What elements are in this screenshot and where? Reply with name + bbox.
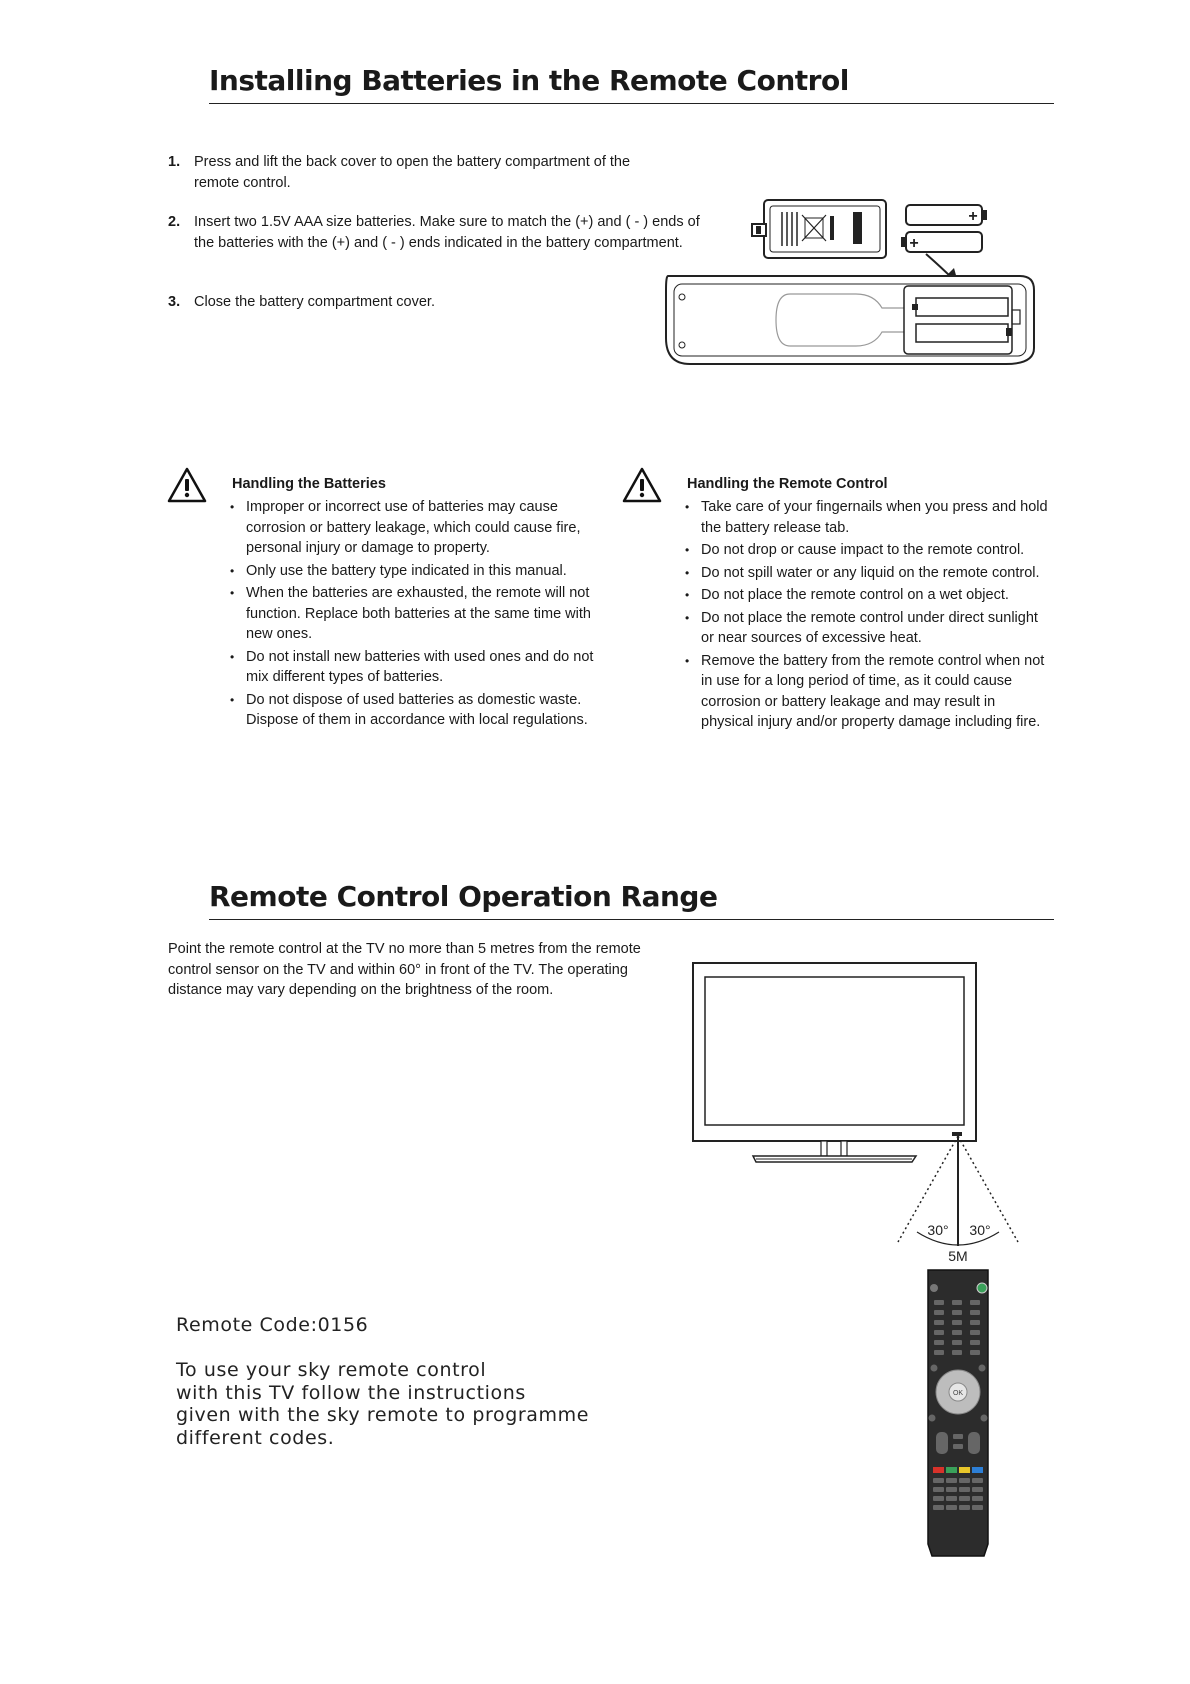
list-item: • When the batteries are exhausted, the remote will not function. Replace both batteries at the same time with new ones.: [228, 583, 598, 645]
sky-remote-instructions: [176, 1359, 616, 1449]
list-item: • Improper or incorrect use of batteries may cause corrosion or battery leakage, which could cause fire, personal injury or damage to property.: [228, 497, 598, 559]
operation-range-text: Point the remote control at the TV no more than 5 metres from the remote control sensor on the TV and within 60° in front of the TV. The operating distance may vary depending on the brightness of the room.: [168, 941, 641, 998]
section-title-operation-range: Remote Control Operation Range: [209, 880, 718, 913]
list-item: • Do not install new batteries with used ones and do not mix different types of batteries.: [228, 647, 598, 688]
step-text: Insert two 1.5V AAA size batteries. Make sure to match the (+) and ( - ) ends of the batteries with the (+) and ( - ) ends indicated in the battery compartment.: [194, 214, 700, 251]
list-item: • Only use the battery type indicated in this manual.: [228, 561, 598, 582]
range-cone: [890, 1134, 1030, 1264]
battery-cover: [752, 200, 886, 258]
list-item: • Do not place the remote control under direct sunlight or near sources of excessive heat.: [683, 608, 1048, 649]
handling-remote-list: [683, 497, 1048, 735]
list-item: • Do not place the remote control on a wet object.: [683, 585, 1048, 606]
ok-button-label: OK: [952, 1390, 964, 1397]
warning-icon: [167, 467, 207, 503]
instruction-line: different codes.: [176, 1426, 335, 1449]
handling-batteries-list: [228, 497, 598, 733]
warning-icon: [622, 467, 662, 503]
section-title-installing: Installing Batteries in the Remote Control: [209, 64, 849, 97]
handling-batteries-title: Handling the Batteries: [232, 476, 386, 492]
step-number: 3.: [168, 294, 181, 310]
angle-right-label: 30°: [969, 1222, 991, 1238]
battery-bottom: [901, 232, 982, 252]
list-item: • Do not dispose of used batteries as domestic waste. Dispose of them in accordance with local regulations.: [228, 690, 598, 731]
remote-code-label: Remote Code:0156: [176, 1314, 369, 1336]
list-item: • Do not drop or cause impact to the remote control.: [683, 540, 1048, 561]
svg-text:+: +: [968, 208, 978, 225]
distance-label: 5M: [948, 1248, 968, 1264]
step-number: 2.: [168, 214, 181, 230]
svg-text:+: +: [909, 235, 919, 252]
list-item: • Do not spill water or any liquid on the remote control.: [683, 563, 1048, 584]
remote-back-view: [666, 276, 1034, 364]
battery-top: [906, 205, 987, 225]
instruction-line: To use your sky remote control: [176, 1359, 487, 1381]
handling-remote-title: Handling the Remote Control: [687, 476, 888, 492]
step-text: Close the battery compartment cover.: [194, 294, 435, 310]
list-item: • Remove the battery from the remote control when not in use for a long period of time, as it could cause corrosion or battery leakage and may result in physical injury and/or property damage including fire.: [683, 651, 1048, 733]
battery-install-illustration: [660, 198, 1060, 368]
remote-control-illustration: [922, 1268, 994, 1560]
title-rule: [209, 919, 1054, 920]
angle-left-label: 30°: [927, 1222, 949, 1238]
step-number: 1.: [168, 154, 181, 170]
list-item: • Take care of your fingernails when you press and hold the battery release tab.: [683, 497, 1048, 538]
instruction-line: given with the sky remote to programme: [176, 1404, 590, 1426]
step-text: Press and lift the back cover to open the battery compartment of the remote control.: [194, 154, 631, 191]
instruction-line: with this TV follow the instructions: [176, 1381, 526, 1404]
tv-illustration: [693, 963, 976, 1162]
title-rule: [209, 103, 1054, 104]
